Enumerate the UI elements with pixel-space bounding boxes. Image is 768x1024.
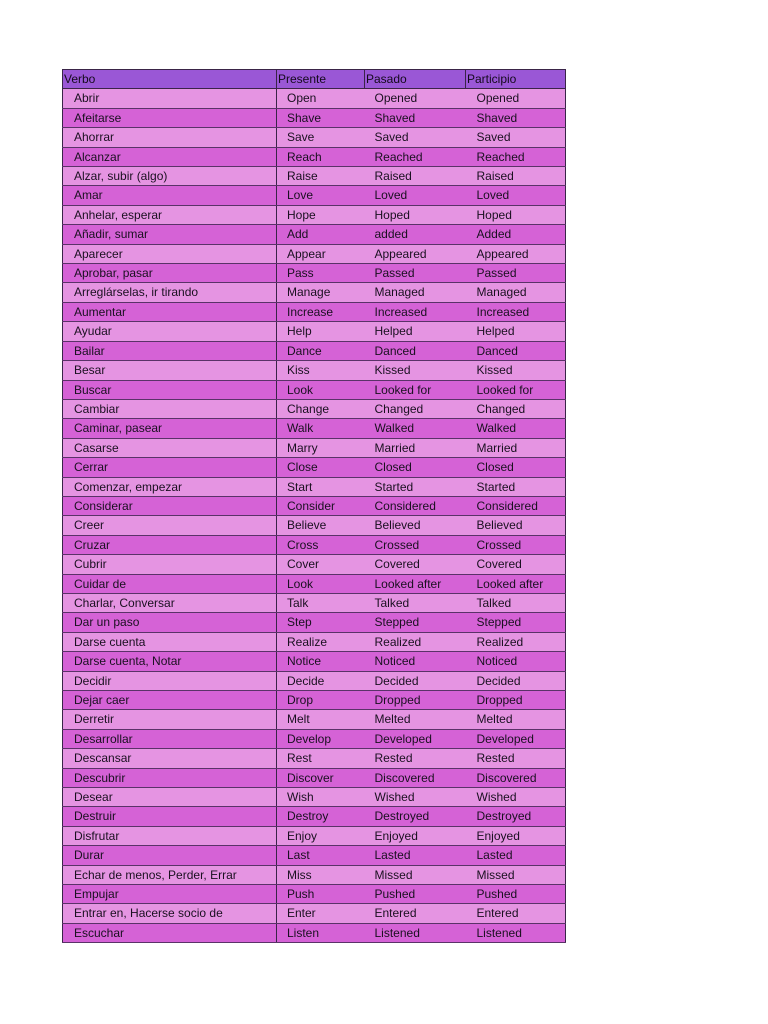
cell-pasado: Pushed <box>365 885 466 904</box>
cell-pasado: Managed <box>365 283 466 302</box>
cell-verbo: Destruir <box>63 807 277 826</box>
cell-presente: Destroy <box>277 807 365 826</box>
cell-participio: Looked after <box>466 574 566 593</box>
cell-presente: Step <box>277 613 365 632</box>
cell-pasado: Married <box>365 438 466 457</box>
cell-verbo: Dar un paso <box>63 613 277 632</box>
table-row <box>63 302 566 321</box>
cell-verbo: Aumentar <box>63 302 277 321</box>
table-row <box>63 865 566 884</box>
cell-participio: Decided <box>466 671 566 690</box>
table-body <box>63 89 566 943</box>
cell-pasado: Appeared <box>365 244 466 263</box>
cell-presente: Decide <box>277 671 365 690</box>
header-pasado: Pasado <box>365 70 466 89</box>
cell-participio: Discovered <box>466 768 566 787</box>
table-row <box>63 613 566 632</box>
table-row <box>63 341 566 360</box>
cell-participio: Opened <box>466 89 566 108</box>
cell-verbo: Desear <box>63 788 277 807</box>
cell-verbo: Considerar <box>63 496 277 515</box>
cell-presente: Cover <box>277 555 365 574</box>
cell-participio: Hoped <box>466 205 566 224</box>
header-participio: Participio <box>466 70 566 89</box>
table-row <box>63 904 566 923</box>
cell-verbo: Desarrollar <box>63 729 277 748</box>
cell-pasado: Melted <box>365 710 466 729</box>
cell-presente: Manage <box>277 283 365 302</box>
cell-presente: Miss <box>277 865 365 884</box>
cell-participio: Helped <box>466 322 566 341</box>
cell-participio: Rested <box>466 749 566 768</box>
cell-verbo: Entrar en, Hacerse socio de <box>63 904 277 923</box>
cell-participio: Noticed <box>466 652 566 671</box>
cell-participio: Added <box>466 225 566 244</box>
table-row <box>63 147 566 166</box>
cell-verbo: Comenzar, empezar <box>63 477 277 496</box>
cell-pasado: Entered <box>365 904 466 923</box>
cell-pasado: Saved <box>365 128 466 147</box>
table-row <box>63 671 566 690</box>
cell-presente: Look <box>277 574 365 593</box>
cell-participio: Listened <box>466 923 566 942</box>
table-row <box>63 244 566 263</box>
cell-pasado: Kissed <box>365 361 466 380</box>
table-row <box>63 593 566 612</box>
table-row <box>63 477 566 496</box>
cell-participio: Pushed <box>466 885 566 904</box>
cell-pasado: Walked <box>365 419 466 438</box>
cell-participio: Started <box>466 477 566 496</box>
cell-presente: Kiss <box>277 361 365 380</box>
table-row <box>63 555 566 574</box>
cell-participio: Enjoyed <box>466 826 566 845</box>
cell-presente: Realize <box>277 632 365 651</box>
table-row <box>63 729 566 748</box>
cell-participio: Entered <box>466 904 566 923</box>
cell-participio: Realized <box>466 632 566 651</box>
cell-presente: Push <box>277 885 365 904</box>
cell-presente: Help <box>277 322 365 341</box>
cell-verbo: Decidir <box>63 671 277 690</box>
cell-pasado: Closed <box>365 458 466 477</box>
cell-presente: Listen <box>277 923 365 942</box>
table-row <box>63 652 566 671</box>
table-row <box>63 749 566 768</box>
cell-verbo: Ayudar <box>63 322 277 341</box>
table-row <box>63 923 566 942</box>
cell-presente: Consider <box>277 496 365 515</box>
cell-pasado: Started <box>365 477 466 496</box>
cell-presente: Talk <box>277 593 365 612</box>
cell-participio: Crossed <box>466 535 566 554</box>
cell-participio: Lasted <box>466 846 566 865</box>
cell-verbo: Darse cuenta, Notar <box>63 652 277 671</box>
table-row <box>63 186 566 205</box>
cell-presente: Increase <box>277 302 365 321</box>
cell-participio: Covered <box>466 555 566 574</box>
cell-pasado: Dropped <box>365 691 466 710</box>
cell-presente: Start <box>277 477 365 496</box>
table-row <box>63 205 566 224</box>
cell-pasado: Loved <box>365 186 466 205</box>
cell-participio: Destroyed <box>466 807 566 826</box>
cell-participio: Managed <box>466 283 566 302</box>
cell-pasado: Covered <box>365 555 466 574</box>
cell-participio: Melted <box>466 710 566 729</box>
cell-presente: Notice <box>277 652 365 671</box>
cell-participio: Stepped <box>466 613 566 632</box>
cell-verbo: Descubrir <box>63 768 277 787</box>
cell-pasado: Looked after <box>365 574 466 593</box>
cell-verbo: Derretir <box>63 710 277 729</box>
table-row <box>63 516 566 535</box>
cell-presente: Open <box>277 89 365 108</box>
table-row <box>63 496 566 515</box>
cell-participio: Kissed <box>466 361 566 380</box>
cell-presente: Change <box>277 399 365 418</box>
table-row <box>63 807 566 826</box>
cell-presente: Wish <box>277 788 365 807</box>
cell-participio: Reached <box>466 147 566 166</box>
cell-pasado: Lasted <box>365 846 466 865</box>
cell-pasado: added <box>365 225 466 244</box>
cell-participio: Developed <box>466 729 566 748</box>
table-row <box>63 225 566 244</box>
table-row <box>63 846 566 865</box>
cell-presente: Add <box>277 225 365 244</box>
cell-verbo: Arreglárselas, ir tirando <box>63 283 277 302</box>
table-row <box>63 108 566 127</box>
cell-verbo: Darse cuenta <box>63 632 277 651</box>
cell-presente: Enjoy <box>277 826 365 845</box>
cell-presente: Close <box>277 458 365 477</box>
cell-participio: Dropped <box>466 691 566 710</box>
cell-pasado: Helped <box>365 322 466 341</box>
cell-verbo: Anhelar, esperar <box>63 205 277 224</box>
cell-participio: Married <box>466 438 566 457</box>
header-presente: Presente <box>277 70 365 89</box>
cell-verbo: Amar <box>63 186 277 205</box>
cell-verbo: Dejar caer <box>63 691 277 710</box>
cell-verbo: Añadir, sumar <box>63 225 277 244</box>
cell-verbo: Durar <box>63 846 277 865</box>
table-row <box>63 691 566 710</box>
table-row <box>63 768 566 787</box>
table-row <box>63 632 566 651</box>
cell-pasado: Listened <box>365 923 466 942</box>
table-row <box>63 322 566 341</box>
cell-verbo: Empujar <box>63 885 277 904</box>
cell-verbo: Echar de menos, Perder, Errar <box>63 865 277 884</box>
header-verbo: Verbo <box>63 70 277 89</box>
cell-presente: Appear <box>277 244 365 263</box>
cell-pasado: Passed <box>365 264 466 283</box>
cell-presente: Last <box>277 846 365 865</box>
cell-participio: Closed <box>466 458 566 477</box>
cell-presente: Shave <box>277 108 365 127</box>
cell-participio: Increased <box>466 302 566 321</box>
cell-verbo: Besar <box>63 361 277 380</box>
cell-participio: Talked <box>466 593 566 612</box>
table-row <box>63 535 566 554</box>
table-row <box>63 710 566 729</box>
table-row <box>63 264 566 283</box>
cell-verbo: Buscar <box>63 380 277 399</box>
cell-participio: Saved <box>466 128 566 147</box>
cell-verbo: Cubrir <box>63 555 277 574</box>
table-row <box>63 399 566 418</box>
cell-verbo: Aprobar, pasar <box>63 264 277 283</box>
cell-participio: Changed <box>466 399 566 418</box>
cell-presente: Believe <box>277 516 365 535</box>
cell-pasado: Believed <box>365 516 466 535</box>
cell-verbo: Caminar, pasear <box>63 419 277 438</box>
cell-presente: Hope <box>277 205 365 224</box>
cell-verbo: Creer <box>63 516 277 535</box>
cell-presente: Discover <box>277 768 365 787</box>
cell-verbo: Cruzar <box>63 535 277 554</box>
table-row <box>63 438 566 457</box>
table-row <box>63 885 566 904</box>
cell-pasado: Noticed <box>365 652 466 671</box>
table-row <box>63 826 566 845</box>
cell-pasado: Looked for <box>365 380 466 399</box>
cell-verbo: Ahorrar <box>63 128 277 147</box>
cell-pasado: Decided <box>365 671 466 690</box>
table-row <box>63 574 566 593</box>
cell-pasado: Talked <box>365 593 466 612</box>
cell-presente: Develop <box>277 729 365 748</box>
table-header <box>63 70 566 89</box>
cell-presente: Cross <box>277 535 365 554</box>
cell-verbo: Afeitarse <box>63 108 277 127</box>
table-row <box>63 380 566 399</box>
verb-table <box>62 69 566 943</box>
cell-presente: Save <box>277 128 365 147</box>
table-row <box>63 128 566 147</box>
cell-participio: Believed <box>466 516 566 535</box>
cell-verbo: Aparecer <box>63 244 277 263</box>
cell-presente: Love <box>277 186 365 205</box>
cell-participio: Walked <box>466 419 566 438</box>
cell-pasado: Stepped <box>365 613 466 632</box>
cell-pasado: Discovered <box>365 768 466 787</box>
cell-participio: Loved <box>466 186 566 205</box>
cell-participio: Passed <box>466 264 566 283</box>
cell-presente: Enter <box>277 904 365 923</box>
cell-presente: Melt <box>277 710 365 729</box>
table-row <box>63 283 566 302</box>
header-row <box>63 70 566 89</box>
cell-pasado: Opened <box>365 89 466 108</box>
cell-presente: Look <box>277 380 365 399</box>
cell-verbo: Cambiar <box>63 399 277 418</box>
cell-participio: Looked for <box>466 380 566 399</box>
cell-verbo: Escuchar <box>63 923 277 942</box>
cell-participio: Appeared <box>466 244 566 263</box>
cell-participio: Missed <box>466 865 566 884</box>
cell-pasado: Developed <box>365 729 466 748</box>
cell-verbo: Cerrar <box>63 458 277 477</box>
cell-presente: Raise <box>277 167 365 186</box>
cell-pasado: Shaved <box>365 108 466 127</box>
table-row <box>63 788 566 807</box>
cell-verbo: Charlar, Conversar <box>63 593 277 612</box>
cell-presente: Walk <box>277 419 365 438</box>
cell-pasado: Missed <box>365 865 466 884</box>
cell-pasado: Reached <box>365 147 466 166</box>
cell-pasado: Crossed <box>365 535 466 554</box>
cell-participio: Raised <box>466 167 566 186</box>
cell-pasado: Hoped <box>365 205 466 224</box>
cell-verbo: Descansar <box>63 749 277 768</box>
table-row <box>63 167 566 186</box>
cell-pasado: Rested <box>365 749 466 768</box>
cell-participio: Danced <box>466 341 566 360</box>
cell-presente: Dance <box>277 341 365 360</box>
cell-pasado: Realized <box>365 632 466 651</box>
cell-verbo: Bailar <box>63 341 277 360</box>
cell-participio: Shaved <box>466 108 566 127</box>
cell-verbo: Alzar, subir (algo) <box>63 167 277 186</box>
cell-participio: Considered <box>466 496 566 515</box>
cell-pasado: Considered <box>365 496 466 515</box>
table-row <box>63 361 566 380</box>
cell-pasado: Changed <box>365 399 466 418</box>
cell-pasado: Raised <box>365 167 466 186</box>
table-row <box>63 419 566 438</box>
table-row <box>63 458 566 477</box>
cell-pasado: Wished <box>365 788 466 807</box>
cell-presente: Reach <box>277 147 365 166</box>
cell-verbo: Alcanzar <box>63 147 277 166</box>
cell-verbo: Casarse <box>63 438 277 457</box>
cell-presente: Drop <box>277 691 365 710</box>
cell-participio: Wished <box>466 788 566 807</box>
cell-pasado: Increased <box>365 302 466 321</box>
cell-presente: Rest <box>277 749 365 768</box>
cell-verbo: Cuidar de <box>63 574 277 593</box>
table-row <box>63 89 566 108</box>
cell-pasado: Danced <box>365 341 466 360</box>
cell-pasado: Destroyed <box>365 807 466 826</box>
cell-verbo: Abrir <box>63 89 277 108</box>
cell-verbo: Disfrutar <box>63 826 277 845</box>
cell-pasado: Enjoyed <box>365 826 466 845</box>
cell-presente: Pass <box>277 264 365 283</box>
cell-presente: Marry <box>277 438 365 457</box>
